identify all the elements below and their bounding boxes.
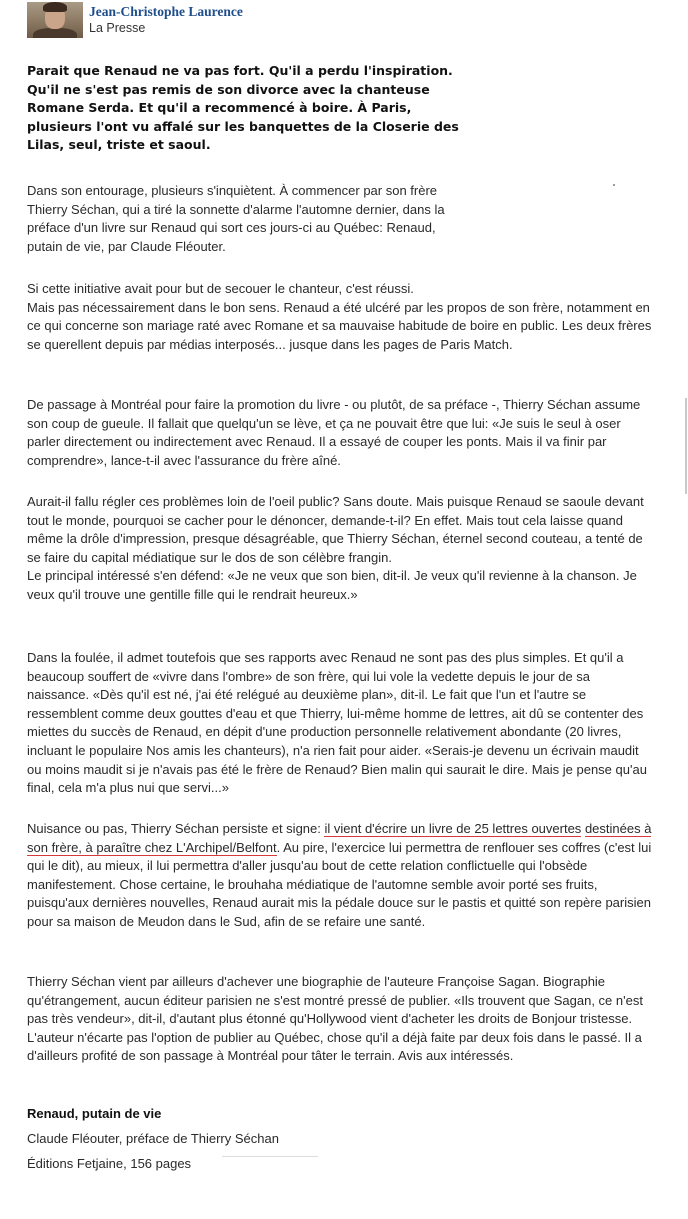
paragraph-2-first-line: Si cette initiative avait pour but de secouer le chanteur, c'est réussi. <box>27 281 414 296</box>
publication-source: La Presse <box>89 21 146 35</box>
paragraph-7: Thierry Séchan vient par ailleurs d'achever une biographie de l'auteure Françoise Sagan. Biographie qu'étrangement, aucun éditeur parisien ne s'est montré pressé de publier. «Ils trouvent que Sagan, ce n'est pas très vendeur», dit-il, d'autant plus étonné qu'Hollywood vient d'acheter les droits de Bonjour tristesse. L'auteur n'écarte pas l'option de publier au Québec, chose qu'il a déjà faite par deux fois dans le passé. Il a d'ailleurs profité de son passage à Montréal pour tâter le terrain. Avis aux intéressés. <box>27 974 643 1064</box>
paragraph-3: De passage à Montréal pour faire la promotion du livre - ou plutôt, de sa préface -, Thierry Séchan assume son coup de gueule. Il fallait que quelqu'un se lève, et ça ne pouvait être que lui: «Je suis le seul à oser parler directement ou indirectement avec Renaud. Il a essayé de couper les ponts. Mais il va finir par comprendre», lance-t-il avec l'assurance du frère aîné. <box>27 397 641 468</box>
highlighted-text-2: destinées à son frère, à paraître chez L'Archipel/Belfont <box>27 821 652 855</box>
paragraph-6-rest: . Au pire, l'exercice lui permettra de renflouer ses coffres (c'est lui qui le dit), au mieux, il lui permettra d'aller jusqu'au bout de cette relation conflictuelle qui l'obsède manifestement. Chose certaine, le brouhaha médiatique de l'automne semble avoir porté ses fruits, puisqu'aux dernières nouvelles, Renaud aurait mis la pédale douce sur le pastis et quitté son repère parisien pour sa maison de Meudon dans le Sud, afin de se refaire une santé. <box>27 839 652 929</box>
paragraph-4 <box>27 493 652 605</box>
paragraph-6-intro: Nuisance ou pas, Thierry Séchan persiste et signe: <box>27 821 325 836</box>
highlighted-text-1: il vient d'écrire un livre de 25 lettres ouvertes <box>324 821 582 836</box>
book-title: Renaud, putain de vie <box>27 1106 162 1121</box>
author-name-link[interactable]: Jean-Christophe Laurence <box>89 4 243 19</box>
paragraph-2-body: Mais pas nécessairement dans le bon sens. Renaud a été ulcéré par les propos de son frère, notamment en ce qui concerne son mariage raté avec Romane et sa mauvaise habitude de boire en public. Les deux frères se querellent depuis par médias interposés... jusque dans les pages de Paris Match. <box>27 299 652 352</box>
author-info <box>89 4 243 36</box>
paragraph-6 <box>27 820 652 932</box>
scrollbar-edge[interactable] <box>685 398 687 494</box>
stray-mark <box>613 184 615 186</box>
author-avatar[interactable] <box>27 2 83 38</box>
divider <box>222 1156 318 1157</box>
paragraph-4-quote: Le principal intéressé s'en défend: «Je ne veux que son bien, dit-il. Je veux qu'il revienne à la chanson. Je veux qu'il trouve une gentille fille qui le rendrait heureux.» <box>27 568 637 602</box>
book-author-line: Claude Fléouter, préface de Thierry Séchan <box>27 1131 279 1146</box>
article-lead: Parait que Renaud ne va pas fort. Qu'il a perdu l'inspiration. Qu'il ne s'est pas remis de son divorce avec la chanteuse Romane Serda. Et qu'il a recommencé à boire. À Paris, plusieurs l'ont vu affalé sur les banquettes de la Closerie des Lilas, seul, triste et saoul. <box>27 63 459 153</box>
book-publisher-line: Éditions Fetjaine, 156 pages <box>27 1156 192 1171</box>
paragraph-1: Dans son entourage, plusieurs s'inquiètent. À commencer par son frère Thierry Séchan, qui a tiré la sonnette d'alarme l'automne dernier, dans la préface d'un livre sur Renaud qui sort ces jours-ci au Québec: Renaud, putain de vie, par Claude Fléouter. <box>27 183 445 254</box>
paragraph-5: Dans la foulée, il admet toutefois que ses rapports avec Renaud ne sont pas des plus simples. Et qu'il a beaucoup souffert de «vivre dans l'ombre» de son frère, qui lui vole la vedette depuis le jour de sa naissance. «Dès qu'il est né, j'ai été relégué au deuxième plan», dit-il. Le fait que l'un et l'autre se ressemblent comme deux gouttes d'eau et que Thierry, lui-même homme de lettres, ait dû se contenter des miettes du succès de Renaud, en dépit d'une production personnelle relativement abondante (20 livres, incluant le populaire Nos amis les chanteurs), n'a rien fait pour aider. «Serais-je devenu un écrivain maudit ou moins maudit si je n'avais pas été le frère de Renaud? Bien malin qui saurait le dire. Mais je pense qu'au final, cela m'a plus nui que servi...» <box>27 650 647 796</box>
paragraph-2 <box>27 280 652 354</box>
paragraph-4-body: Aurait-il fallu régler ces problèmes loin de l'oeil public? Sans doute. Mais puisque Renaud se saoule devant tout le monde, pourquoi se cacher pour le dénoncer, demande-t-il? En effet. Mais tout cela laisse quand même la drôle d'impression, presque désagréable, que Thierry Séchan, éternel second couteau, a tenté de se faire du capital médiatique sur le dos de son célèbre frangin. <box>27 494 644 565</box>
article-header <box>27 2 243 38</box>
